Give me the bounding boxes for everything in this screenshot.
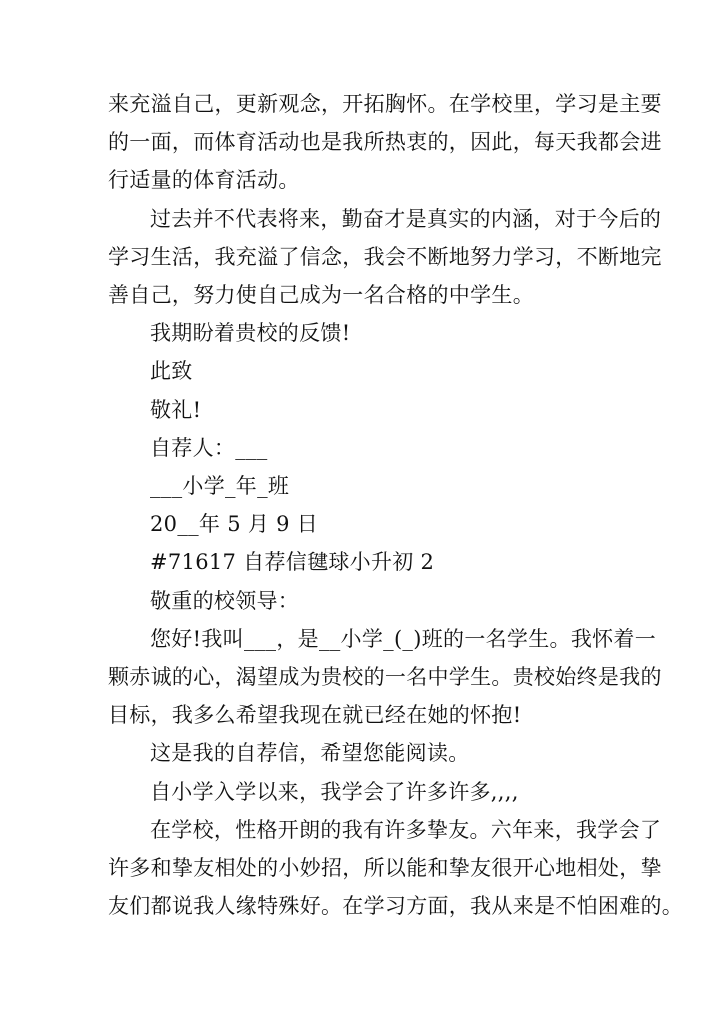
text-line: 20__年 5 月 9 日	[150, 512, 319, 537]
paragraph	[108, 391, 628, 429]
paragraph	[108, 543, 628, 581]
text-line: 的一面，而体育活动也是我所热衷的，因此，每天我都会进	[108, 130, 662, 155]
paragraph	[108, 429, 628, 467]
paragraph	[108, 200, 662, 315]
text-line: 行适量的体育活动。	[108, 168, 300, 193]
paragraph	[108, 811, 684, 926]
document-body	[108, 85, 684, 925]
text-line: 许多和挚友相处的小妙招，所以能和挚友很开心地相处，挚	[108, 856, 662, 881]
text-line: 在学校，性格开朗的我有许多挚友。六年来，我学会了	[150, 817, 662, 842]
paragraph	[108, 505, 628, 543]
paragraph	[108, 582, 628, 620]
text-line: 这是我的自荐信，希望您能阅读。	[150, 741, 470, 766]
text-line: 颗赤诚的心，渴望成为贵校的一名中学生。贵校始终是我的	[108, 665, 662, 690]
text-line: ___小学_年_班	[150, 474, 290, 499]
text-line: #71617 自荐信毽球小升初 2	[150, 550, 435, 575]
paragraph	[108, 352, 628, 390]
text-line: 敬礼!	[150, 397, 202, 422]
text-line: 自小学入学以来，我学会了许多许多,,,,	[150, 779, 519, 804]
paragraph	[108, 85, 662, 200]
paragraph	[108, 314, 628, 352]
text-line: 您好!我叫___，是__小学_(_)班的一名学生。我怀着一	[150, 626, 657, 651]
paragraph	[108, 467, 628, 505]
paragraph	[108, 620, 662, 735]
text-line: 友们都说我人缘特殊好。在学习方面，我从来是不怕困难的。	[108, 894, 684, 919]
paragraph	[108, 734, 628, 772]
text-line: 敬重的校领导：	[150, 588, 300, 613]
text-line: 来充溢自己，更新观念，开拓胸怀。在学校里，学习是主要	[108, 92, 662, 116]
text-line: 善自己，努力使自己成为一名合格的中学生。	[108, 283, 534, 308]
text-line: 目标，我多么希望我现在就已经在她的怀抱!	[108, 703, 522, 728]
paragraph	[108, 773, 628, 811]
text-line: 学习生活，我充溢了信念，我会不断地努力学习，不断地完	[108, 244, 662, 269]
text-line: 我期盼着贵校的反馈!	[150, 321, 351, 346]
text-line: 此致	[150, 359, 193, 384]
text-line: 自荐人：___	[150, 435, 268, 460]
text-line: 过去并不代表将来，勤奋才是真实的内涵，对于今后的	[150, 206, 662, 231]
